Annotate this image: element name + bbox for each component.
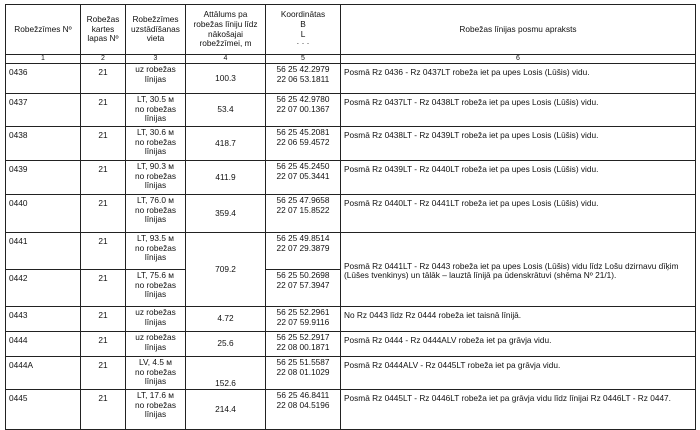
distance: 411.9 <box>186 161 266 195</box>
distance: 25.6 <box>186 332 266 357</box>
distance: 152.6 <box>186 357 266 390</box>
table-row <box>6 332 696 357</box>
install-place: uz robežas līnijas <box>126 332 186 357</box>
header-coordinates-l: L <box>300 28 306 39</box>
map-sheet: 21 <box>81 94 126 127</box>
marker-id: 0441 <box>6 233 81 270</box>
table-row <box>6 195 696 233</box>
map-sheet: 21 <box>81 390 126 430</box>
coordinates: 56 25 42.9780 22 07 00.1367 <box>266 94 341 127</box>
header-row <box>6 5 696 55</box>
segment-description: Posmā Rz 0444 - Rz 0444ALV robeža iet pa grāvja vidu. <box>341 332 696 357</box>
distance: 359.4 <box>186 195 266 233</box>
header-distance: Attālums pa robežas līniju līdz nākošajai robežzīmei, m <box>186 5 266 55</box>
marker-id: 0442 <box>6 270 81 307</box>
coordinates: 56 25 49.8514 22 07 29.3879 <box>266 233 341 270</box>
table-row <box>6 94 696 127</box>
distance: 709.2 <box>186 233 266 307</box>
coordinates: 56 25 51.5587 22 08 01.1029 <box>266 357 341 390</box>
marker-id: 0437 <box>6 94 81 127</box>
table-row <box>6 390 696 430</box>
map-sheet: 21 <box>81 64 126 94</box>
segment-description: Posmā Rz 0441LT - Rz 0443 robeža iet pa upes Losis (Lūšis) vidu līdz Lošu dzirnavu dīķim (Lūšes tvenkinys) un tālāk – lauztā līnijā pa ūdenskrātuvi (shēma Nº 21/1). <box>341 233 696 307</box>
marker-id: 0440 <box>6 195 81 233</box>
column-number: 4 <box>186 55 266 64</box>
marker-id: 0444A <box>6 357 81 390</box>
distance: 418.7 <box>186 127 266 161</box>
install-place: LT, 30.5 м no robežas līnijas <box>126 94 186 127</box>
column-number: 2 <box>81 55 126 64</box>
map-sheet: 21 <box>81 233 126 270</box>
column-number: 3 <box>126 55 186 64</box>
distance: 53.4 <box>186 94 266 127</box>
marker-id: 0438 <box>6 127 81 161</box>
map-sheet: 21 <box>81 307 126 332</box>
segment-description: Posmā Rz 0439LT - Rz 0440LT robeža iet pa upes Losis (Lūšis) vidu. <box>341 161 696 195</box>
coordinates: 56 25 45.2450 22 07 05.3441 <box>266 161 341 195</box>
install-place: LT, 75.6 м no robežas līnijas <box>126 270 186 307</box>
distance: 214.4 <box>186 390 266 430</box>
marker-id: 0443 <box>6 307 81 332</box>
marker-id: 0444 <box>6 332 81 357</box>
map-sheet: 21 <box>81 332 126 357</box>
header-coordinates <box>266 5 341 55</box>
border-markers-table <box>5 4 696 430</box>
map-sheet: 21 <box>81 270 126 307</box>
segment-description: Posmā Rz 0444ALV - Rz 0445LT robeža iet pa grāvja vidu. <box>341 357 696 390</box>
marker-id: 0445 <box>6 390 81 430</box>
coordinates: 56 25 52.2917 22 08 00.1871 <box>266 332 341 357</box>
column-number: 5 <box>266 55 341 64</box>
table-row <box>6 307 696 332</box>
coordinates: 56 25 50.2698 22 07 57.3947 <box>266 270 341 307</box>
map-sheet: 21 <box>81 195 126 233</box>
table-row <box>6 233 696 270</box>
segment-description: Posmā Rz 0438LT - Rz 0439LT robeža iet pa upes Losis (Lūšis) vidu. <box>341 127 696 161</box>
header-coordinates-dots: · · · <box>296 38 310 49</box>
install-place: LT, 17.6 м no robežas līnijas <box>126 390 186 430</box>
distance: 4.72 <box>186 307 266 332</box>
table-row <box>6 161 696 195</box>
header-description: Robežas līnijas posmu apraksts <box>341 5 696 55</box>
install-place: LT, 76.0 м no robežas līnijas <box>126 195 186 233</box>
table-row <box>6 64 696 94</box>
map-sheet: 21 <box>81 357 126 390</box>
install-place: LT, 90.3 м no robežas līnijas <box>126 161 186 195</box>
segment-description: Posmā Rz 0440LT - Rz 0441LT robeža iet pa upes Losis (Lūšis) vidu. <box>341 195 696 233</box>
coordinates: 56 25 46.8411 22 08 04.5196 <box>266 390 341 430</box>
column-number-row <box>6 55 696 64</box>
coordinates: 56 25 42.2979 22 06 53.1811 <box>266 64 341 94</box>
marker-id: 0439 <box>6 161 81 195</box>
install-place: LT, 30.6 м no robežas līnijas <box>126 127 186 161</box>
map-sheet: 21 <box>81 161 126 195</box>
header-map-sheet: Robežas kartes lapas Nº <box>81 5 126 55</box>
marker-id: 0436 <box>6 64 81 94</box>
install-place: uz robežas līnijas <box>126 307 186 332</box>
segment-description: Posmā Rz 0437LT - Rz 0438LT robeža iet pa upes Losis (Lūšis) vidu. <box>341 94 696 127</box>
coordinates: 56 25 47.9658 22 07 15.8522 <box>266 195 341 233</box>
install-place: uz robežas līnijas <box>126 64 186 94</box>
distance: 100.3 <box>186 64 266 94</box>
install-place: LT, 93.5 м no robežas līnijas <box>126 233 186 270</box>
map-sheet: 21 <box>81 127 126 161</box>
header-coordinates-b: B <box>300 18 306 29</box>
column-number: 1 <box>6 55 81 64</box>
header-install-place: Robežzīmes uzstādīšanas vieta <box>126 5 186 55</box>
header-marker-no: Robežzīmes Nº <box>6 5 81 55</box>
header-coordinates-title: Koordinātas <box>280 9 326 20</box>
coordinates: 56 25 45.2081 22 06 59.4572 <box>266 127 341 161</box>
segment-description: Posmā Rz 0445LT - Rz 0446LT robeža iet pa grāvja vidu līdz līnijai Rz 0446LT - Rz 0447. <box>341 390 696 430</box>
coordinates: 56 25 52.2961 22 07 59.9116 <box>266 307 341 332</box>
segment-description: No Rz 0443 līdz Rz 0444 robeža iet taisnā līnijā. <box>341 307 696 332</box>
table-row <box>6 127 696 161</box>
install-place: LV, 4.5 м no robežas līnijas <box>126 357 186 390</box>
table-row <box>6 357 696 390</box>
segment-description: Posmā Rz 0436 - Rz 0437LT robeža iet pa upes Losis (Lūšis) vidu. <box>341 64 696 94</box>
column-number: 6 <box>341 55 696 64</box>
